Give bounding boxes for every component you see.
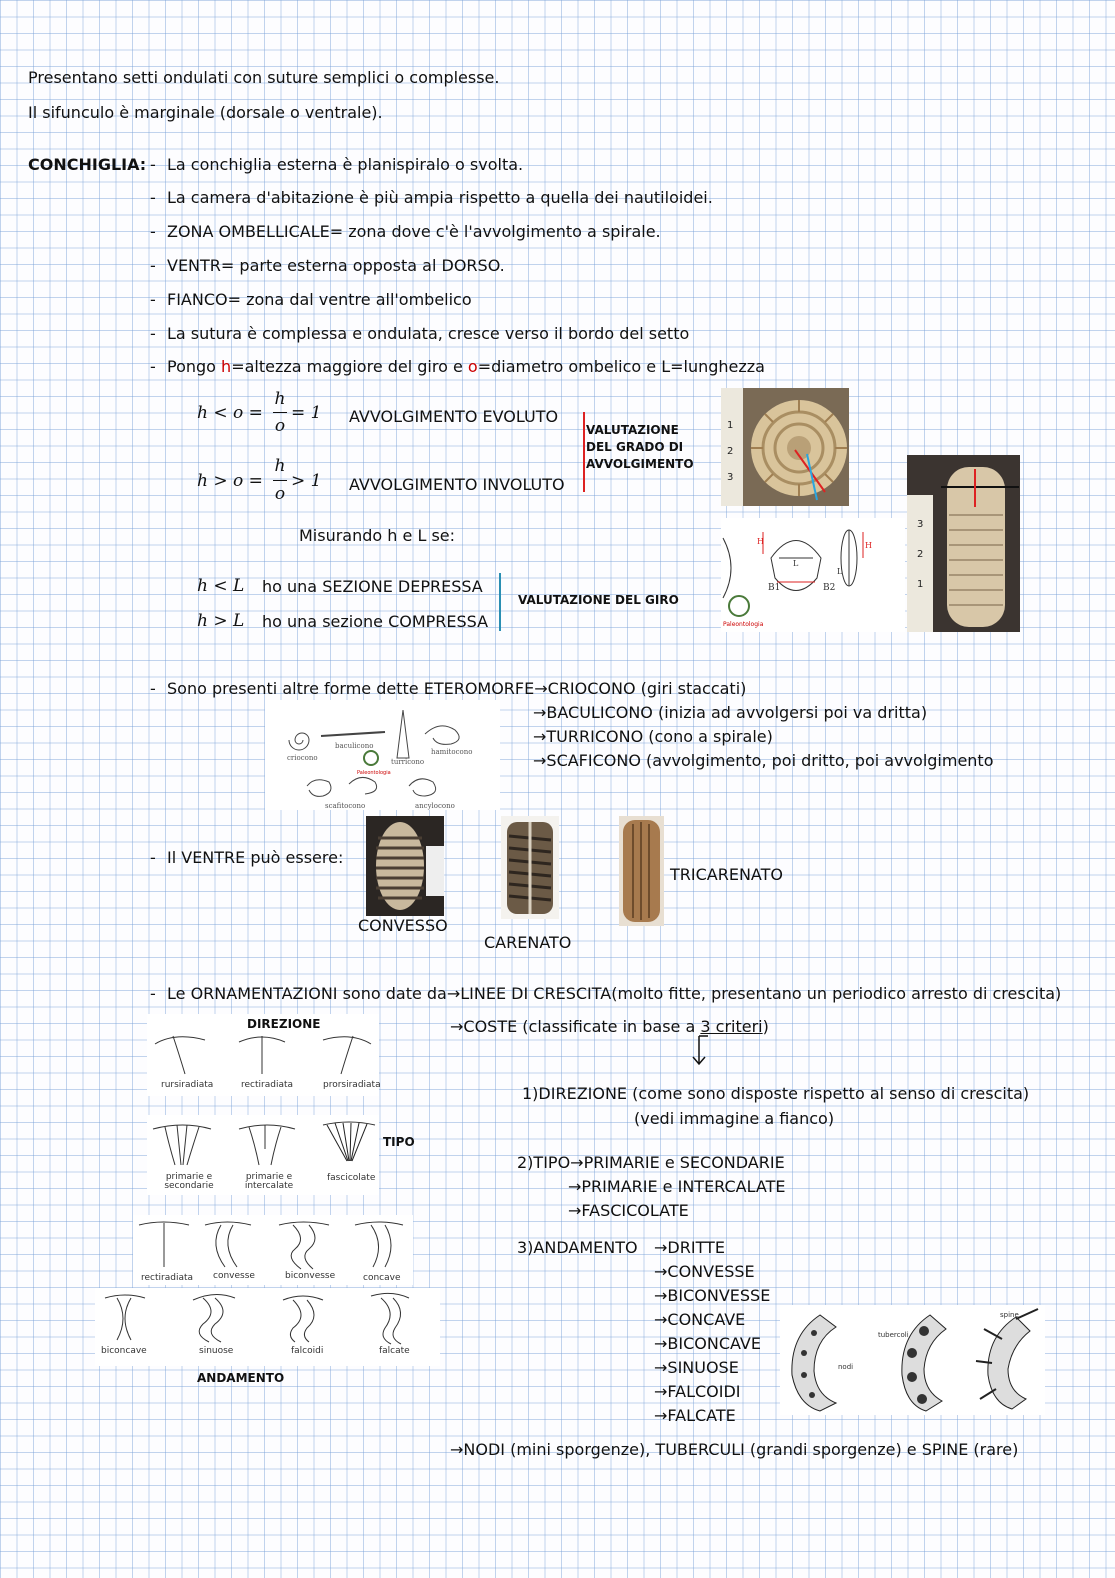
eteromorfe-label: hamitocono bbox=[431, 748, 473, 756]
photo-carenato bbox=[501, 816, 559, 919]
ornamentazioni-line-1: Le ORNAMENTAZIONI sono date da→LINEE DI CRESCITA(molto fitte, presentano un periodico arresto di crescita) bbox=[167, 984, 1062, 1003]
andamento-label: concave bbox=[363, 1273, 401, 1283]
crit2b: →PRIMARIE e INTERCALATE bbox=[568, 1177, 786, 1196]
bracket-avvolgimento bbox=[583, 412, 585, 492]
diagram-label: H bbox=[865, 541, 872, 550]
label-grado-avvolgimento: VALUTAZIONE DEL GRADO DI AVVOLGIMENTO bbox=[586, 423, 694, 471]
ruler-mark: 1 bbox=[727, 420, 734, 431]
bullet-dash: - bbox=[150, 188, 156, 207]
eteromorfe-line-4: →SCAFICONO (avvolgimento, poi dritto, poi avvolgimento bbox=[533, 751, 994, 770]
crit3-item: →BICONCAVE bbox=[654, 1334, 761, 1353]
giro-intro: Misurando h e L se: bbox=[299, 526, 456, 545]
eteromorfe-line-1: Sono presenti altre forme dette ETEROMORFE→CRIOCONO (giri staccati) bbox=[167, 679, 747, 698]
tipo-label: fascicolate bbox=[327, 1173, 376, 1183]
crit3: 3)ANDAMENTO bbox=[517, 1238, 638, 1257]
bullet-dash: - bbox=[150, 357, 156, 376]
bullet-text: VENTR= parte esterna opposta al DORSO. bbox=[167, 256, 505, 275]
crit3-item: →DRITTE bbox=[654, 1238, 725, 1257]
bullet-text: La camera d'abitazione è più ampia rispetto a quella dei nautiloidei. bbox=[167, 188, 713, 207]
andamento-figure-row1 bbox=[133, 1215, 413, 1285]
conchiglia-heading: CONCHIGLIA: bbox=[28, 155, 147, 174]
intro-line-1: Presentano setti ondulati con suture semplici o complesse. bbox=[28, 68, 500, 87]
section-diagram bbox=[721, 518, 905, 632]
label-convesso: CONVESSO bbox=[358, 916, 448, 935]
ruler-mark: 2 bbox=[727, 446, 734, 457]
tipo-title: TIPO bbox=[383, 1135, 415, 1149]
bullet-dash: - bbox=[150, 848, 156, 867]
eteromorfe-line-3: →TURRICONO (cono a spirale) bbox=[533, 727, 773, 746]
tipo-label: primarie e intercalate bbox=[244, 1172, 294, 1191]
ammonite-photo-section bbox=[907, 455, 1020, 632]
bullet-pongo: Pongo h=altezza maggiore del giro e o=diametro ombelico e L=lunghezza bbox=[167, 357, 765, 376]
direzione-title: DIREZIONE bbox=[247, 1017, 321, 1031]
ruler-mark: 3 bbox=[917, 519, 924, 530]
diagram-label: L bbox=[793, 559, 799, 568]
tipo-label: primarie e secondarie bbox=[164, 1172, 214, 1191]
tipo-figure bbox=[147, 1115, 379, 1195]
frac-den: o bbox=[274, 484, 286, 504]
figure-label: tubercoli bbox=[878, 1331, 909, 1339]
bullet-dash: - bbox=[150, 984, 156, 1003]
crit1b: (vedi immagine a fianco) bbox=[634, 1109, 835, 1128]
direzione-label: rursiradiata bbox=[161, 1080, 214, 1090]
andamento-label: sinuose bbox=[199, 1346, 234, 1356]
andamento-label: rectiradiata bbox=[141, 1273, 194, 1283]
crit3-item: →SINUOSE bbox=[654, 1358, 739, 1377]
diagram-label: H bbox=[757, 537, 764, 546]
crit3-item: →FALCATE bbox=[654, 1406, 736, 1425]
crit3-item: →CONVESSE bbox=[654, 1262, 755, 1281]
eq-depressa: h < L bbox=[197, 576, 245, 596]
andamento-label: biconvesse bbox=[285, 1271, 336, 1281]
crit3-item: →CONCAVE bbox=[654, 1310, 746, 1329]
label-tricarenato: TRICARENATO bbox=[670, 865, 783, 884]
frac-bar bbox=[273, 480, 287, 481]
nodi-tubercoli-spine-figure bbox=[780, 1305, 1045, 1415]
frac-num: h bbox=[274, 456, 286, 476]
eq-involuto-rhs: > 1 bbox=[291, 471, 322, 491]
bullet-dash: - bbox=[150, 679, 156, 698]
bracket-giro bbox=[499, 573, 501, 631]
eteromorfe-label: baculicono bbox=[335, 742, 374, 750]
bullet-text: ZONA OMBELLICALE= zona dove c'è l'avvolgimento a spirale. bbox=[167, 222, 661, 241]
frac-num: h bbox=[274, 389, 286, 409]
label-carenato: CARENATO bbox=[484, 933, 572, 952]
crit3-item: →FALCOIDI bbox=[654, 1382, 741, 1401]
andamento-label: biconcave bbox=[101, 1346, 147, 1356]
crit2: 2)TIPO→PRIMARIE e SECONDARIE bbox=[517, 1153, 785, 1172]
crit2c: →FASCICOLATE bbox=[568, 1201, 689, 1220]
figure-label: nodi bbox=[838, 1363, 854, 1371]
eteromorfe-figure bbox=[265, 700, 500, 810]
andamento-title: ANDAMENTO bbox=[197, 1371, 285, 1385]
diagram-label: L bbox=[837, 567, 843, 576]
direzione-label: rectiradiata bbox=[241, 1080, 294, 1090]
eq-involuto-lhs: h > o = bbox=[197, 471, 263, 491]
eq-compressa-label: ho una sezione COMPRESSA bbox=[262, 612, 489, 631]
arrow-down-icon bbox=[690, 1035, 710, 1067]
coste-line: →COSTE (classificate in base a 3 criteri) bbox=[450, 1017, 769, 1036]
andamento-label: falcate bbox=[379, 1346, 410, 1356]
direzione-figure bbox=[147, 1014, 379, 1096]
andamento-figure-row2 bbox=[95, 1288, 440, 1366]
diagram-label: Paleontologia bbox=[723, 621, 764, 628]
frac-den: o bbox=[274, 416, 286, 436]
bullet-dash: - bbox=[150, 256, 156, 275]
photo-tricarenato bbox=[619, 816, 664, 926]
eq-evoluto-label: AVVOLGIMENTO EVOLUTO bbox=[349, 407, 559, 426]
andamento-label: convesse bbox=[213, 1271, 255, 1281]
eq-evoluto-lhs: h < o = bbox=[197, 403, 263, 423]
andamento-label: falcoidi bbox=[291, 1346, 324, 1356]
criteri-link: 3 criteri bbox=[700, 1017, 763, 1036]
bullet-dash: - bbox=[150, 222, 156, 241]
eq-involuto-label: AVVOLGIMENTO INVOLUTO bbox=[349, 475, 565, 494]
photo-convesso bbox=[366, 816, 444, 916]
eq-evoluto-rhs: = 1 bbox=[291, 403, 322, 423]
figure-label: spine bbox=[1000, 1311, 1019, 1319]
bullet-dash: - bbox=[150, 324, 156, 343]
eteromorfe-label: ancylocono bbox=[415, 802, 455, 810]
bullet-text: La sutura è complessa e ondulata, cresce verso il bordo del setto bbox=[167, 324, 690, 343]
label-valutazione-giro: VALUTAZIONE DEL GIRO bbox=[518, 593, 679, 607]
ventre-intro: Il VENTRE può essere: bbox=[167, 848, 344, 867]
bullet-dash: - bbox=[150, 290, 156, 309]
eteromorfe-label: turricono bbox=[391, 758, 425, 766]
bullet-dash: - bbox=[150, 155, 156, 174]
ruler-mark: 1 bbox=[917, 579, 924, 590]
crit1: 1)DIREZIONE (come sono disposte rispetto al senso di crescita) bbox=[522, 1084, 1030, 1103]
diagram-label: B1 bbox=[768, 583, 781, 593]
intro-line-2: Il sifunculo è marginale (dorsale o ventrale). bbox=[28, 103, 383, 122]
ammonite-photo-evoluto bbox=[721, 388, 849, 506]
direzione-label: prorsiradiata bbox=[323, 1080, 381, 1090]
bullet-text: La conchiglia esterna è planispiralo o svolta. bbox=[167, 155, 524, 174]
bullet-text: FIANCO= zona dal ventre all'ombelico bbox=[167, 290, 472, 309]
frac-bar bbox=[273, 412, 287, 413]
eteromorfe-label: criocono bbox=[287, 754, 318, 762]
eq-depressa-label: ho una SEZIONE DEPRESSA bbox=[262, 577, 483, 596]
diagram-label: B2 bbox=[823, 583, 836, 593]
ruler-mark: 3 bbox=[727, 472, 734, 483]
nodi-line: →NODI (mini sporgenze), TUBERCULI (grandi sporgenze) e SPINE (rare) bbox=[450, 1440, 1019, 1459]
ruler-mark: 2 bbox=[917, 549, 924, 560]
eteromorfe-label: Paleontologia bbox=[357, 770, 391, 776]
eq-compressa: h > L bbox=[197, 611, 245, 631]
eteromorfe-line-2: →BACULICONO (inizia ad avvolgersi poi va dritta) bbox=[533, 703, 928, 722]
crit3-item: →BICONVESSE bbox=[654, 1286, 771, 1305]
eteromorfe-label: scafitocono bbox=[325, 802, 366, 810]
